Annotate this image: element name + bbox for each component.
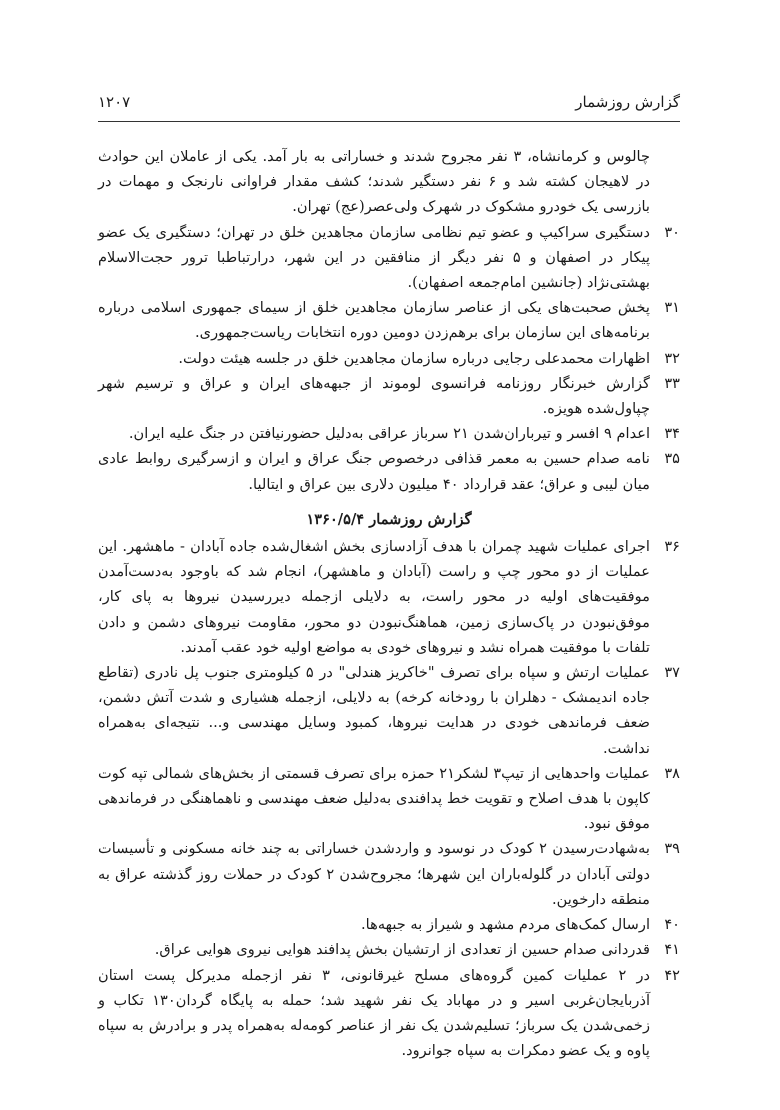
list-item bbox=[98, 220, 680, 296]
item-text: اجرای عملیات شهید چمران با هدف آزادسازی بخش اشغال‌شده جاده آبادان - ماهشهر. این عملیات از دو محور چپ و راست (آبادان و ماهشهر)، انجام شد که باوجود به‌دست‌آمدن موفقیت‌های اولیه در محور راست، به دلایلی ازجمله دیررسیدن نیروها به پای کار، موفق‌نبودن در پاک‌سازی زمین، هماهنگ‌نبودن دو محور، مقاومت نیروهای دشمن و دادن تلفات با موفقیت همراه نشد و نیروهای خودی به مواضع اولیه خود عقب آمدند. bbox=[98, 538, 650, 656]
list-item bbox=[98, 371, 680, 421]
list-item bbox=[98, 912, 680, 937]
list-item bbox=[98, 761, 680, 837]
item-text: نامه صدام حسین به معمر قذافی درخصوص جنگ عراق و ایران و ازسرگیری روابط عادی میان لیبی و عراق؛ عقد قرارداد ۴۰ میلیون دلاری بین عراق و ایتالیا. bbox=[98, 450, 650, 493]
list-item bbox=[98, 836, 680, 912]
item-text: عملیات ارتش و سپاه برای تصرف "خاکریز هندلی" در ۵ کیلومتری جنوب پل نادری (تقاطع جاده اندیمشک - دهلران با رودخانه کرخه) به دلایلی، ازجمله هشیاری و شدت آتش دشمن، ضعف فرماندهی خودی در هدایت نیروها، کمبود وسایل مهندسی و... نتیجه‌ای به‌همراه نداشت. bbox=[98, 664, 650, 757]
list-item bbox=[98, 421, 680, 446]
item-number: ۳۰ bbox=[664, 223, 680, 241]
list-item bbox=[98, 660, 680, 761]
item-text: ارسال کمک‌های مردم مشهد و شیراز به جبهه‌ها. bbox=[361, 916, 650, 934]
item-number: ۳۱ bbox=[664, 299, 680, 317]
header-rule bbox=[98, 121, 680, 122]
item-text: در ۲ عملیات کمین گروه‌های مسلح غیرقانونی، ۳ نفر ازجمله مدیرکل پست استان آذربایجان‌غربی اسیر و در مهاباد یک نفر شهید شد؛ حمله به پایگاه گردان۱۳۰ تکاب و زخمی‌شدن یک سرباز؛ تسلیم‌شدن یک نفر از عناصر کومه‌له به‌همراه پدر و برادرش به سپاه پاوه و یک عضو دمکرات به سپاه جوانرود. bbox=[98, 966, 651, 1060]
item-number: ۳۲ bbox=[664, 349, 680, 367]
item-number: ۳۵ bbox=[664, 450, 680, 468]
list-item bbox=[98, 963, 680, 1064]
item-number: ۳۹ bbox=[664, 840, 680, 858]
item-text: قدردانی صدام حسین از تعدادی از ارتشیان بخش پدافند هوایی نیروی هوایی عراق. bbox=[154, 941, 650, 959]
item-text: پخش صحبت‌های یکی از عناصر سازمان مجاهدین خلق از سیمای جمهوری اسلامی درباره برنامه‌های این سازمان برای برهم‌زدن دومین دوره انتخابات ریاست‌جمهوری. bbox=[98, 299, 650, 342]
item-number: ۳۴ bbox=[664, 425, 680, 443]
item-text: عملیات واحدهایی از تیپ۳ لشکر۲۱ حمزه برای تصرف قسمتی از بخش‌های شمالی تپه کوت کاپون با هدف اصلاح و تقویت خط پدافندی به‌دلیل ضعف مهندسی و ناهماهنگی در فرماندهی موفق نبود. bbox=[98, 764, 650, 833]
list-item bbox=[98, 534, 680, 660]
intro-paragraph: چالوس و کرمانشاه، ۳ نفر مجروح شدند و خساراتی به بار آمد. یکی از عاملان این حوادث در لاهیجان کشته شد و ۶ نفر دستگیر شدند؛ کشف مقدار فراوانی نارنجک و مهمات در بازرسی یک خودرو مشکوک در شهرک ولی‌عصر(عج) تهران. bbox=[98, 148, 650, 216]
item-number: ۳۳ bbox=[664, 374, 680, 392]
item-number: ۳۶ bbox=[664, 538, 680, 556]
item-number: ۳۸ bbox=[664, 764, 680, 782]
item-number: ۴۲ bbox=[664, 966, 680, 984]
item-text: دستگیری سراکیپ و عضو تیم نظامی سازمان مجاهدین خلق در تهران؛ دستگیری یک عضو پیکار در اصفهان و ۵ نفر دیگر از منافقین در این شهر، درارتباطبا ترور حجت‌الاسلام بهشتی‌نژاد (جانشین امام‌جمعه اصفهان). bbox=[98, 223, 651, 292]
item-number: ۴۰ bbox=[664, 916, 680, 934]
page-header bbox=[98, 90, 680, 114]
list-item bbox=[98, 446, 680, 496]
item-text: اظهارات محمدعلی رجایی درباره سازمان مجاهدین خلق در جلسه هیئت دولت. bbox=[178, 349, 650, 367]
item-text: اعدام ۹ افسر و تیرباران‌شدن ۲۱ سرباز عراقی به‌دلیل حضورنیافتن در جنگ علیه ایران. bbox=[128, 425, 650, 443]
list-item bbox=[98, 937, 680, 962]
page-body bbox=[98, 144, 680, 1063]
item-text: گزارش خبرنگار روزنامه فرانسوی لوموند از جبهه‌های ایران و عراق و ترسیم شهر چپاول‌شده هویزه. bbox=[98, 374, 650, 418]
section-title: گزارش روزشمار ۱۳۶۰/۵/۴ bbox=[306, 510, 472, 528]
item-number: ۴۱ bbox=[664, 941, 680, 959]
running-title: گزارش روزشمار bbox=[575, 93, 680, 111]
item-number: ۳۷ bbox=[664, 664, 680, 682]
list-item bbox=[98, 295, 680, 345]
list-item bbox=[98, 346, 680, 371]
page-number: ۱۲۰۷ bbox=[98, 93, 131, 111]
item-text: به‌شهادت‌رسیدن ۲ کودک در نوسود و واردشدن خساراتی به چند خانه مسکونی و تأسیسات دولتی آبادان در گلوله‌باران این شهرها؛ مجروح‌شدن ۲ کودک در حملات روز گذشته عراق به منطقه دارخوین. bbox=[98, 840, 650, 908]
